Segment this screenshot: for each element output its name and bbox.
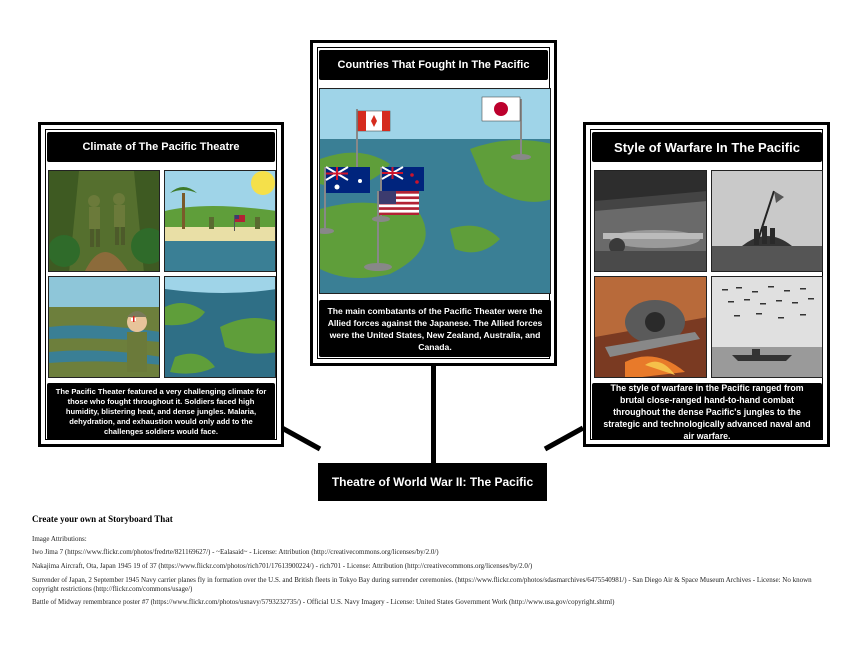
jungle-soldiers-image [49,171,160,272]
attribution-item: Nakajima Aircraft, Ota, Japan 1945 19 of 37 (https://www.flickr.com/photos/rich701/17613900224/) - rich701 - License: Attribution (http://creativecommons.org/licenses/by/2.0/) [32,562,533,570]
attribution-item: Battle of Midway remembrance poster #7 (https://www.flickr.com/photos/usnavy/5793232735/) - Official U.S. Navy Imagery - License: United States Government Work (http://www.usa.gov/copyright.shtml) [32,598,615,606]
panel-climate-title: Climate of The Pacific Theatre [47,132,275,162]
beach-image [165,171,276,272]
flags-map-image [320,89,551,294]
panel-climate [38,122,284,447]
storyboard-heading[interactable]: Create your own at Storyboard That [32,514,173,524]
attribution-item: Surrender of Japan, 2 September 1945 Navy carrier planes fly in formation over the U.S. and British fleets in Tokyo Bay during surrender ceremonies. (https://www.flickr.com/photos/sdasmarchives/6475540981/) - San Diego Air & Space Museum Archives - License: No known copyright restrictions (http://flickr.com/commons/usage/) [32,576,812,593]
scene-beach [164,170,276,272]
scene-aircraft-hangar [594,170,707,272]
swamp-image [49,277,160,378]
panel-countries-caption: The main combatants of the Pacific Theater were the Allied forces against the Japanese. The Allied forces were the United States, New Zealand, Australia, and Canada. [319,300,551,357]
islands-image [165,277,276,378]
scene-jungle-soldiers [48,170,160,272]
panel-warfare [583,122,830,447]
scene-islands [164,276,276,378]
scene-midway-poster [594,276,707,378]
scene-iwo-jima [711,170,823,272]
scene-swamp [48,276,160,378]
aircraft-hangar-image [595,171,707,272]
scene-flags-map [319,88,551,294]
attribution-item: Iwo Jima 7 (https://www.flickr.com/photos/fredrte/821169627/) - ~Ealasaid~ - License: Attribution (http://creativecommons.org/licenses/by/2.0/) [32,548,439,556]
midway-poster-image [595,277,707,378]
scene-tokyo-bay-planes [711,276,823,378]
tokyo-bay-planes-image [712,277,823,378]
iwo-jima-image [712,171,823,272]
panel-climate-caption: The Pacific Theater featured a very challenging climate for those who fought throughout it. Soldiers faced high humidity, blistering heat, and dense jungles. Malaria, dehydration, and exhaustion would only add to the challenges soldiers would face. [47,383,275,440]
attributions-label: Image Attributions: [32,535,87,543]
panel-countries [310,40,557,366]
panel-warfare-caption: The style of warfare in the Pacific ranged from brutal close-ranged hand-to-hand combat throughout the dense Pacific's jungles to the strategic and technologically advanced naval and air warfare. [592,383,822,440]
panel-warfare-title: Style of Warfare In The Pacific [592,132,822,162]
center-title: Theatre of World War II: The Pacific [318,463,547,501]
panel-countries-title: Countries That Fought In The Pacific [319,50,548,80]
connector-middle [431,365,436,463]
